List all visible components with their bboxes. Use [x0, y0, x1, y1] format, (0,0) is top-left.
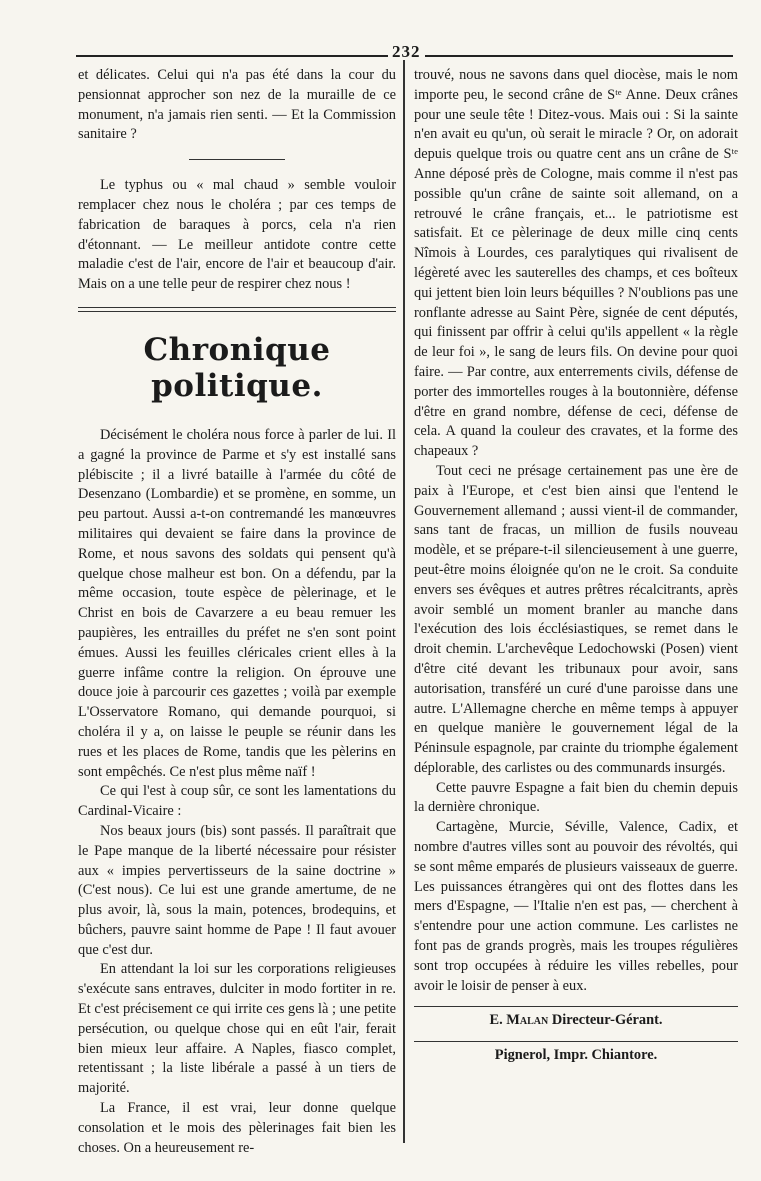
article-paragraph: En attendant la loi sur les corporations religieuses s'exécute sans entraves, dulciter in modo fortiter in re. Et c'est précisement ce qui irrite ces gens là ; une petite persécution, ou quelque chose qui en eût l'air, ferait bien mieux leur affaire. A Naples, fiasco complet, retentissant ; la liste libérale a passé à un tiers de majorité. [78, 961, 396, 1097]
signature-name: Malan [506, 1012, 549, 1029]
signature [414, 1011, 738, 1031]
article-paragraph: Nos beaux jours (bis) sont passés. Il paraîtrait que le Pape manque de la liberté nécessaire pour résister aux « impies pervertisseurs de la saine doctrine » (C'est nous). Ce lui est une grande amertume, de ne plus avoir, là, sous la main, potences, brodequins, et bûchers, pauvre saint homme de Pape ! Il faut avouer que c'est dur. [78, 822, 396, 958]
left-column [78, 66, 396, 1158]
article-paragraph: trouvé, nous ne savons dans quel diocèse, mais le nom importe peu, le second crâne de Sᵗᵉ Anne. Deux crânes pour une seule tête ! Ditez-vous. Mais oui : Si la sainte n'en avait eu qu'un, où serait le miracle ? Or, on adorait depuis quelque trois ou quatre cent ans un crâne de Sᵗᵉ Anne déposé près de Cologne, mais comme il n'est pas possible qu'un crâne de sainte soit allemand, on a retrouvé le crâne français, et... le patriotisme est satisfait. Et ce pèlerinage de deux mille cinq cents Nîmois à Lourdes, ces paralytiques qui rivalisent de légèreté avec les sauterelles des champs, et ces boîteux qui jettent bien loin leurs béquilles ? N'oublions pas une ronflante adresse au Saint Père, signée de cent députés, qui finissent par offrir à celui qu'ils appellent « la règle de leur foi », le sang de leurs fils. On devine pour quoi faire. — Par contre, aux enterrements civils, défense de porter des immortelles rouges à la boutonnière, défense d'être en grand nombre, défense de ceci, défense de cela. A quand la couleur des cravates, et la forme des chapeaux ? [414, 67, 738, 460]
signature-title: Directeur-Gérant. [551, 1012, 663, 1029]
column-divider [403, 60, 405, 1143]
typhus-paragraph: Le typhus ou « mal chaud » semble vouloir remplacer chez nous le choléra ; par ces temps de fabrication de baraques à porcs, cela n'a rien d'étonnant. — Le meilleur antidote contre cette maladie c'est de l'air, encore de l'air et beaucoup d'air. Mais on a une telle peur de respirer chez nous ! [78, 177, 396, 293]
article-paragraph: Ce qui l'est à coup sûr, ce sont les lamentations du Cardinal-Vicaire : [78, 783, 396, 820]
intro-paragraph: et délicates. Celui qui n'a pas été dans la cour du pensionnat approcher son nez de la muraille de ce monument, n'a jamais rien senti. — Et la Commission sanitaire ? [78, 67, 396, 143]
printer-line: Pignerol, Impr. Chiantore. [494, 1047, 658, 1064]
article-paragraph: La France, il est vrai, leur donne quelque consolation et le mois des pèlerinages fait bien les choses. On a heureusement re- [78, 1100, 396, 1156]
right-column [414, 66, 738, 1070]
printer-divider [414, 1041, 738, 1042]
short-divider [189, 159, 285, 160]
double-divider [78, 307, 396, 312]
article-paragraph: Cartagène, Murcie, Séville, Valence, Cadix, et nombre d'autres villes sont au pouvoir des révoltés, qui se sont même emparés de plusieurs vaisseaux de guerre. Les puissances étrangères qui ont des flottes dans les mers d'Espagne, — l'Italie n'en est pas, — cherchent à s'entendre pour une action commune. Les carlistes ne font pas de grands progrès, mais les troupes régulières sont trop occupées à réduire les villes rebelles, pour avoir le loisir de penser à eux. [414, 819, 738, 994]
signature-divider [414, 1006, 738, 1007]
article-paragraph: Décisément le choléra nous force à parler de lui. Il a gagné la province de Parme et s'y est installé sans plébiscite ; il a livré bataille à l'armée du côté de Desenzano (Lombardie) et se promène, en somme, un peu partout. Aussi a-t-on contremandé les manœuvres militaires qui devaient se faire dans la province de Rome, et nous savons des soldats qui pensent qu'à quelque chose malheur est bon. On a défendu, par la même occasion, toute espèce de pèlerinage, et le Christ en bois de Cavarzere a eu beau remuer les paupières, les entrailles du préfet ne s'en sont point émues. Aussi les feuilles cléricales crient elles à la guerre infâme contre la religion. On éprouve une douce joie à parcourir ces gazettes ; voilà par exemple L'Osservatore Romano, qui demande pourquoi, si choléra il y a, on laisse le peuple se réunir dans les rues et les places de Rome, tandis que les pèlerins en sont empêchés. Ce n'est plus même naïf ! [78, 426, 396, 780]
section-heading: Chronique politique. [143, 331, 331, 404]
page-number: 232 [388, 42, 425, 62]
article-paragraph: Tout ceci ne présage certainement pas une ère de paix à l'Europe, et c'est bien ainsi que l'entend le Gouvernement allemand ; aussi vient-il de commander, sans tant de fracas, un million de fusils nouveau modèle, et se prépare-t-il silencieusement à une guerre, peut-être moins éloignée qu'on ne le croit. Sa conduite envers ses évêques et autres prêtres récalcitrants, après avoir semblé un moment branler au manche dans l'exécution des lois écclésiastiques, se remet dans le droit chemin. L'archevêque Ledochowski (Posen) vient d'être cité devant les tribunaux pour avoir, sans autorisation, transféré un curé d'une paroisse dans une autre. L'Allemagne cherche en même temps à appuyer en quelque manière le gouvernement légal de la Péninsule espagnole, par crainte du triomphe également déplorable, des carlistes ou des communards insurgés. [414, 462, 738, 776]
signature-initial: E. [489, 1012, 503, 1029]
article-paragraph: Cette pauvre Espagne a fait bien du chemin depuis la dernière chronique. [414, 779, 738, 816]
